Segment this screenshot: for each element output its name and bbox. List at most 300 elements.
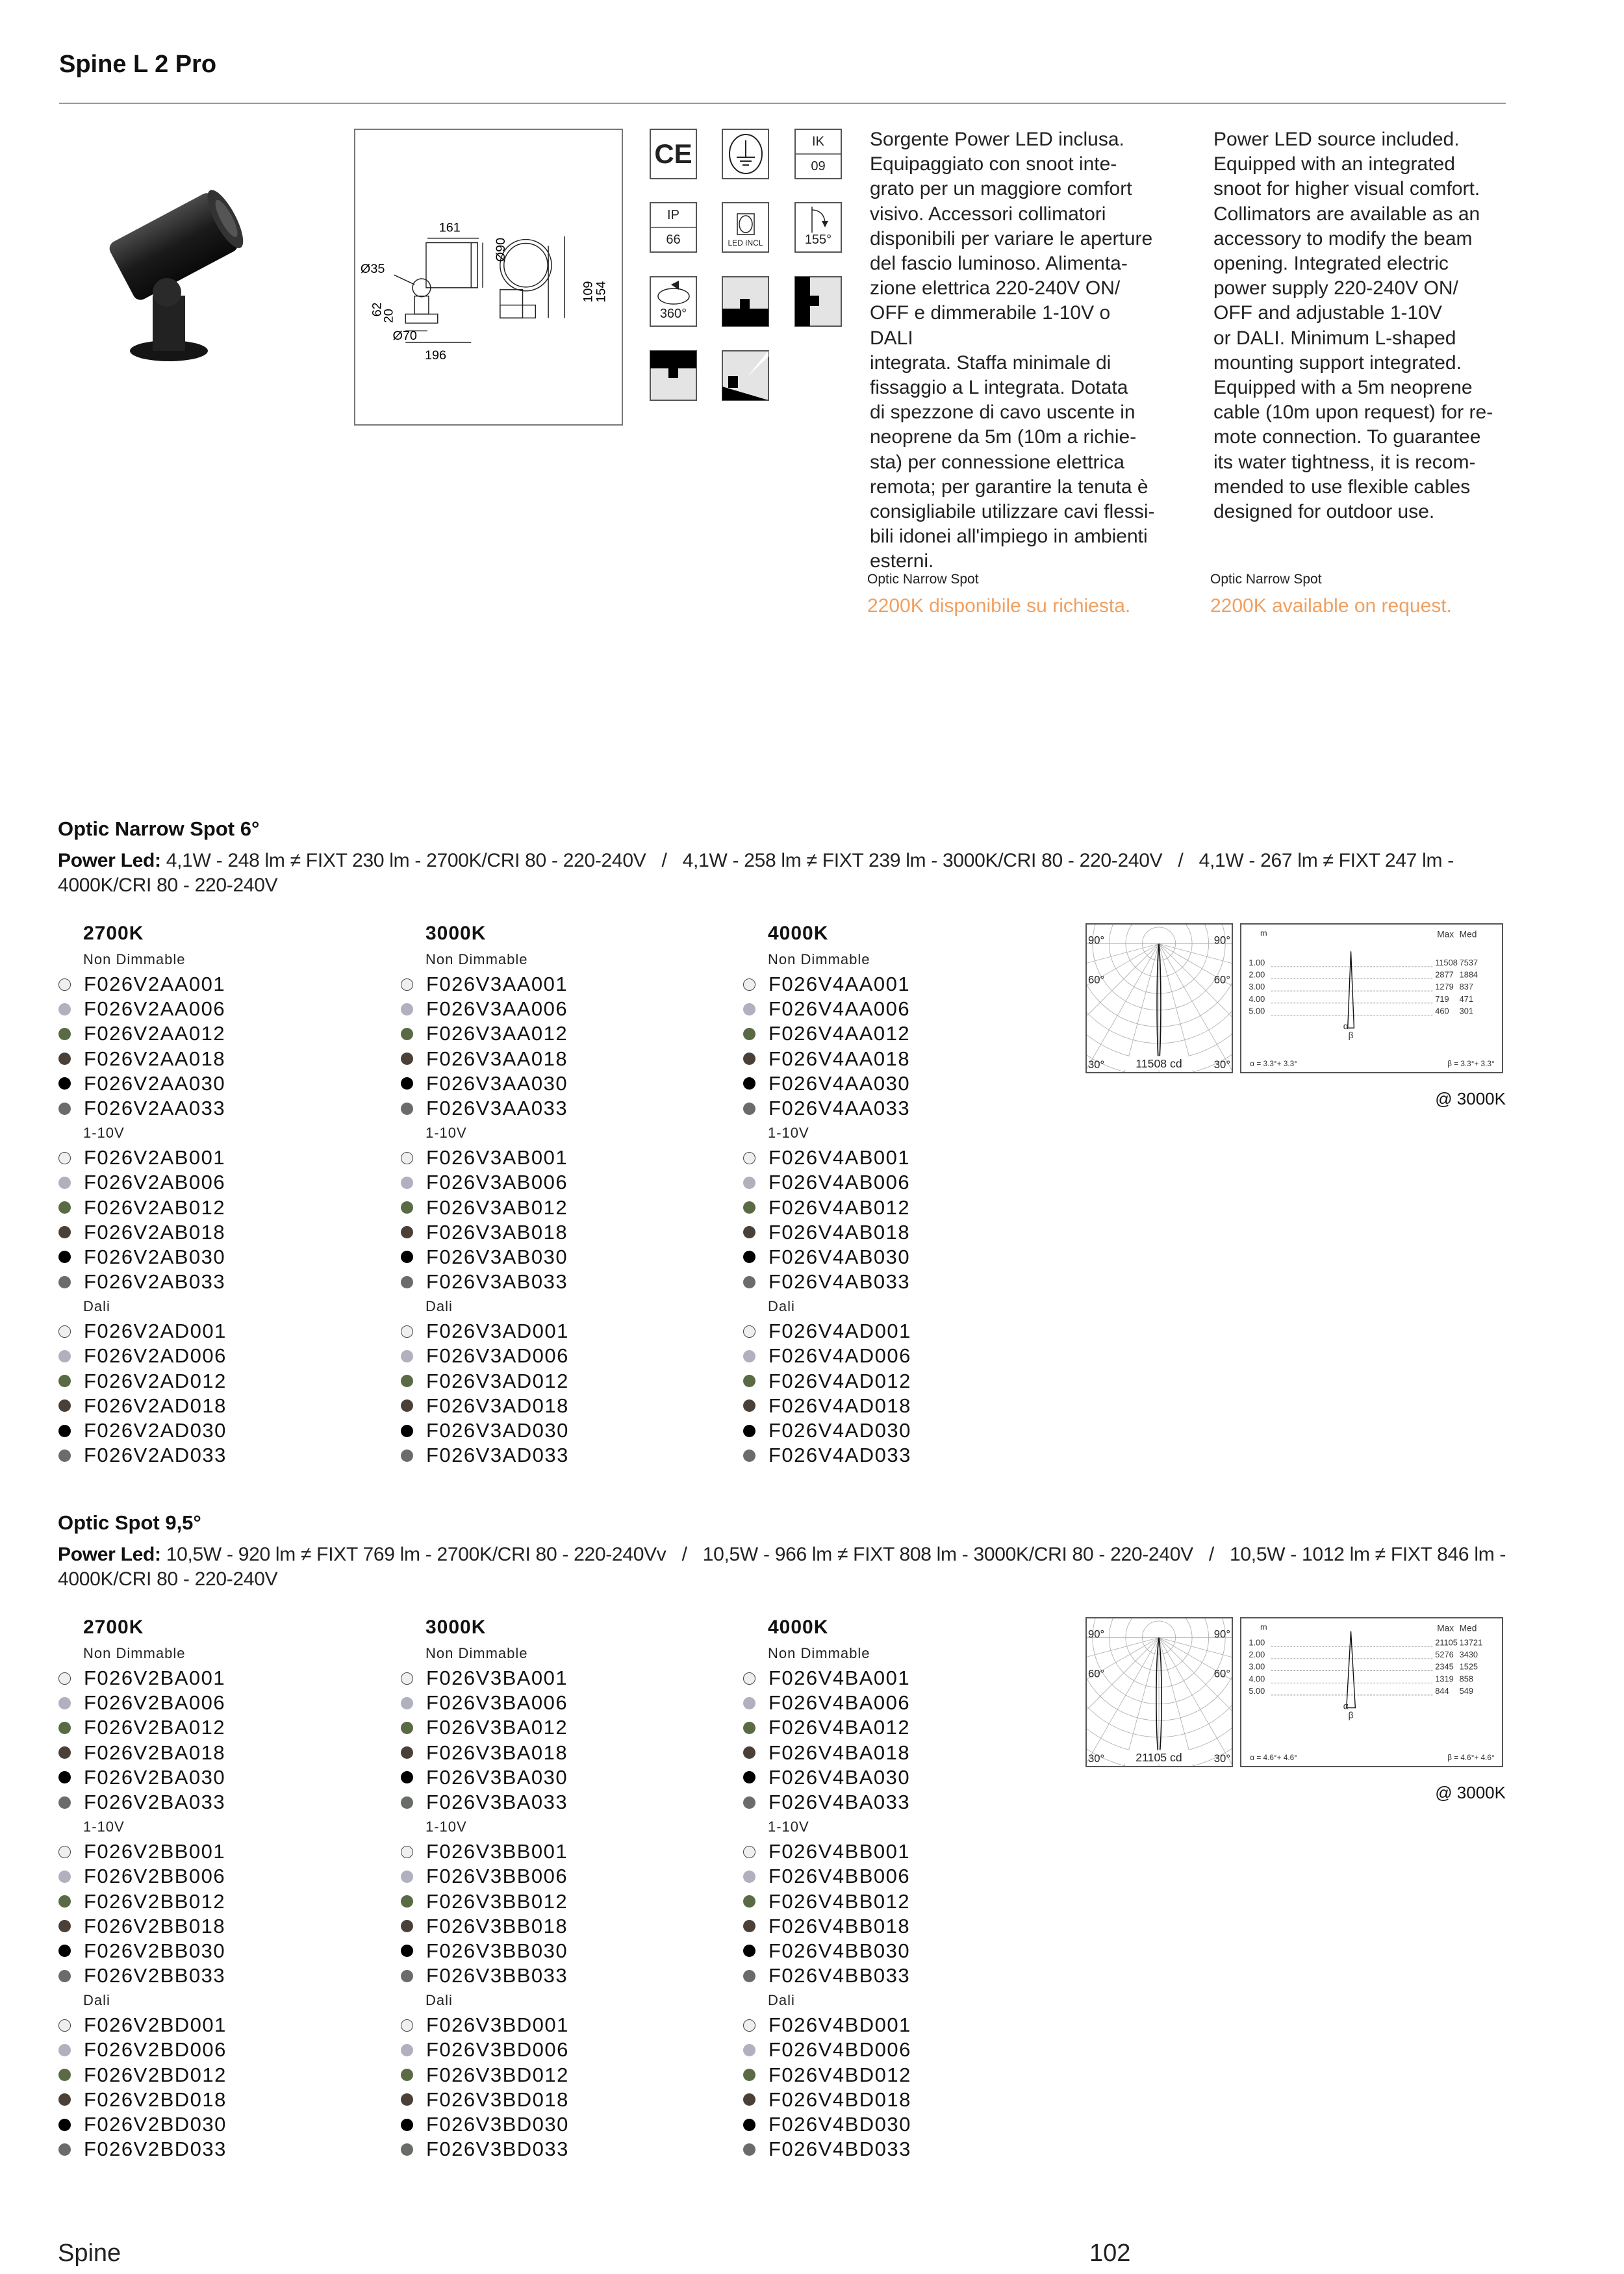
product-code-item — [57, 1418, 382, 1443]
product-code-item — [400, 1319, 724, 1344]
product-code-item — [742, 1939, 1067, 1963]
product-code-item — [742, 1889, 1067, 1914]
ceiling-mount-icon — [650, 350, 697, 401]
distance-value: 4.00 — [1249, 1674, 1265, 1684]
polar-grid-ray — [1159, 944, 1208, 1073]
earth-ground-icon — [722, 129, 769, 179]
cct-column-3000k — [400, 923, 724, 1468]
finish-color-dot — [58, 1251, 71, 1263]
finish-color-dot — [401, 1399, 413, 1412]
finish-color-dot — [401, 1920, 413, 1932]
product-code-item — [400, 1889, 724, 1914]
description-line: integrata. Staffa minimale di — [870, 351, 1111, 374]
finish-color-dot — [401, 1450, 413, 1462]
product-code-item — [57, 1170, 382, 1195]
product-code: F026V3AD018 — [426, 1394, 569, 1417]
product-code-item — [400, 997, 724, 1021]
polar-diagram — [1085, 1617, 1233, 1767]
product-code-item — [57, 1096, 382, 1121]
polar-angle-label: 60° — [1213, 1667, 1231, 1680]
product-code: F026V4BA012 — [768, 1716, 911, 1739]
polar-grid-ray — [1110, 1638, 1159, 1767]
description-line: designed for outdoor use. — [1213, 501, 1435, 523]
cct-heading: 3000K — [425, 1616, 487, 1638]
product-code-item — [742, 997, 1067, 1021]
polar-diagram — [1085, 923, 1233, 1073]
power-led-label: Power Led: — [58, 1544, 161, 1565]
polar-grid-ring — [1085, 923, 1233, 1027]
description-line: Equipped with an integrated — [1213, 153, 1455, 175]
description-line: Sorgente Power LED inclusa. — [870, 129, 1124, 150]
med-header: Med — [1459, 1623, 1477, 1633]
distance-header: m — [1260, 928, 1267, 938]
product-code-item — [400, 1071, 724, 1096]
product-code: F026V4AD018 — [768, 1394, 911, 1417]
product-code-item — [400, 1839, 724, 1864]
finish-color-dot — [401, 1697, 413, 1709]
optic-section — [0, 817, 1624, 1506]
product-code-item — [57, 1889, 382, 1914]
polar-angle-label: 90° — [1087, 1628, 1105, 1641]
product-code-item — [57, 1666, 382, 1691]
finish-color-dot — [58, 1325, 71, 1338]
finish-color-dot — [401, 1895, 413, 1908]
product-code: F026V2AA012 — [84, 1022, 226, 1045]
polar-grid-ray — [1159, 1638, 1208, 1767]
finish-color-dot — [401, 1028, 413, 1040]
product-code-item — [742, 2013, 1067, 2038]
dim-total-length: 196 — [424, 348, 446, 363]
finish-color-dot — [743, 1251, 755, 1263]
description-line: Power LED source included. — [1213, 129, 1460, 150]
finish-color-dot — [401, 1201, 413, 1214]
product-code: F026V3BD001 — [426, 2013, 569, 2037]
product-code-item — [742, 1691, 1067, 1715]
product-code-item — [742, 1963, 1067, 1988]
product-code: F026V4BB018 — [768, 1914, 911, 1937]
finish-color-dot — [743, 1003, 755, 1016]
rotation-icon — [650, 276, 697, 327]
product-code: F026V3AB006 — [426, 1171, 568, 1194]
product-code-item — [400, 1270, 724, 1294]
product-code: F026V4AA006 — [768, 997, 911, 1021]
dimming-group-label: Dali — [425, 1298, 453, 1315]
description-line: consigliabile utilizzare cavi flessi- — [870, 501, 1155, 523]
product-code: F026V2AB006 — [84, 1171, 226, 1194]
product-code: F026V2AA033 — [84, 1096, 226, 1119]
product-code-item — [400, 1369, 724, 1394]
product-code-item — [400, 1145, 724, 1170]
product-code: F026V4BD033 — [768, 2138, 911, 2161]
description-line: bili idonei all'impiego in ambienti — [870, 526, 1148, 548]
product-code: F026V2AB030 — [84, 1245, 226, 1268]
dim-base-diameter: Ø70 — [392, 329, 417, 344]
finish-color-dot — [401, 1672, 413, 1685]
product-code: F026V2AA018 — [84, 1047, 226, 1070]
description-line: its water tightness, it is recom- — [1213, 451, 1476, 473]
finish-color-dot — [743, 1077, 755, 1090]
product-code-item — [742, 1715, 1067, 1740]
product-code: F026V2BB001 — [84, 1840, 226, 1863]
finish-color-dot — [743, 2069, 755, 2081]
product-code-item — [57, 1914, 382, 1939]
ip-rating-icon — [650, 202, 697, 253]
description-line: OFF and adjustable 1-10V — [1213, 302, 1442, 324]
polar-angle-label: 30° — [1087, 1058, 1105, 1071]
product-code-item — [400, 1864, 724, 1889]
page-number: 102 — [1089, 2240, 1131, 2267]
description-line: or DALI. Minimum L-shaped — [1213, 327, 1456, 349]
finish-color-dot — [401, 1251, 413, 1263]
product-code-item — [742, 1443, 1067, 1468]
max-lux-value: 844 — [1435, 1685, 1449, 1696]
dim-length: 161 — [438, 220, 461, 235]
finish-color-dot — [743, 1895, 755, 1908]
product-code: F026V4AD001 — [768, 1320, 911, 1343]
finish-color-dot — [58, 1276, 71, 1288]
finish-color-dot — [58, 978, 71, 991]
max-lux-value: 719 — [1435, 993, 1449, 1004]
product-code-item — [400, 1344, 724, 1368]
distance-value: 1.00 — [1249, 957, 1265, 967]
product-code-item — [400, 1914, 724, 1939]
product-code-item — [57, 1344, 382, 1368]
cct-column-3000k — [400, 1616, 724, 2162]
alpha-angle: α = 4.6°+ 4.6° — [1250, 1754, 1297, 1763]
finish-color-dot — [58, 1152, 71, 1164]
med-lux-value: 837 — [1459, 982, 1473, 992]
finish-color-dot — [58, 2093, 71, 2106]
polar-grid-ray — [1159, 1638, 1233, 1733]
product-code-item — [57, 1394, 382, 1418]
finish-color-dot — [58, 1895, 71, 1908]
distance-value: 2.00 — [1249, 969, 1265, 980]
product-code-item — [742, 1319, 1067, 1344]
finish-color-dot — [58, 1871, 71, 1883]
product-code-item — [400, 1394, 724, 1418]
polar-angle-label: 60° — [1087, 1667, 1105, 1680]
finish-color-dot — [58, 1672, 71, 1685]
product-code-item — [400, 1715, 724, 1740]
product-code: F026V3AB001 — [426, 1146, 568, 1169]
product-code: F026V3AB033 — [426, 1270, 568, 1294]
description-line: fissaggio a L integrata. Dotata — [870, 377, 1128, 399]
product-code-item — [57, 1071, 382, 1096]
finish-color-dot — [58, 1077, 71, 1090]
product-code-item — [400, 1220, 724, 1245]
med-lux-value: 301 — [1459, 1006, 1473, 1016]
product-code: F026V4AB012 — [768, 1195, 911, 1219]
product-code-item — [400, 2038, 724, 2062]
finish-color-dot — [401, 1325, 413, 1338]
finish-color-dot — [401, 1746, 413, 1759]
dimming-group-label: Dali — [83, 1298, 110, 1315]
description-line: di spezzone di cavo uscente in — [870, 402, 1136, 424]
finish-color-dot — [401, 1796, 413, 1809]
max-lux-value: 2345 — [1435, 1661, 1454, 1672]
product-code-item — [742, 1145, 1067, 1170]
product-code: F026V2AD006 — [84, 1344, 227, 1368]
dimming-group-label: Dali — [768, 1298, 795, 1315]
tilt-label: 155° — [804, 233, 832, 247]
dimming-group-label: 1-10V — [83, 1125, 125, 1142]
product-code: F026V4AA033 — [768, 1096, 911, 1119]
finish-color-dot — [743, 2044, 755, 2056]
max-header: Max — [1437, 1623, 1454, 1633]
svg-text:β: β — [1348, 1030, 1354, 1040]
finish-color-dot — [58, 1350, 71, 1362]
product-code: F026V3AB012 — [426, 1195, 568, 1219]
product-code: F026V3BD033 — [426, 2138, 569, 2161]
product-code: F026V4AA012 — [768, 1022, 911, 1045]
dimming-group-label: 1-10V — [768, 1125, 809, 1142]
distance-value: 1.00 — [1249, 1637, 1265, 1648]
product-code: F026V3AA030 — [426, 1071, 568, 1095]
finish-color-dot — [743, 1796, 755, 1809]
product-code: F026V4AB033 — [768, 1270, 911, 1294]
product-code: F026V4BD030 — [768, 2113, 911, 2136]
finish-color-dot — [401, 2093, 413, 2106]
product-code-item — [57, 1021, 382, 1046]
med-lux-value: 3430 — [1459, 1649, 1478, 1659]
max-lux-value: 1319 — [1435, 1674, 1454, 1684]
finish-color-dot — [401, 1276, 413, 1288]
dimming-group-label: Dali — [83, 1992, 110, 2009]
dimming-group-label: Dali — [425, 1992, 453, 2009]
finish-color-dot — [743, 1425, 755, 1437]
product-code: F026V4BB033 — [768, 1964, 911, 1987]
dimming-group-label: Non Dimmable — [425, 951, 528, 967]
finish-color-dot — [401, 1722, 413, 1734]
description-line: cable (10m upon request) for re- — [1213, 402, 1493, 424]
product-code-item — [400, 2013, 724, 2038]
product-code: F026V2BD012 — [84, 2063, 227, 2086]
product-code-item — [57, 997, 382, 1021]
distance-value: 5.00 — [1249, 1685, 1265, 1696]
finish-color-dot — [58, 2019, 71, 2032]
measurement-cct-note: @ 3000K — [1435, 1783, 1506, 1802]
product-code: F026V4BA006 — [768, 1691, 911, 1715]
product-code-item — [57, 1691, 382, 1715]
finish-color-dot — [743, 1152, 755, 1164]
product-code: F026V3BA018 — [426, 1741, 568, 1764]
finish-color-dot — [743, 1920, 755, 1932]
product-code-item — [57, 1443, 382, 1468]
product-code: F026V3BB001 — [426, 1840, 568, 1863]
product-code: F026V2BD033 — [84, 2138, 227, 2161]
description-line: accessory to modify the beam — [1213, 227, 1473, 249]
slope-mount-icon — [722, 350, 769, 401]
description-line: grato per un maggiore comfort — [870, 178, 1132, 200]
finish-color-dot — [401, 1350, 413, 1362]
product-code: F026V3AD030 — [426, 1419, 569, 1442]
power-led-spec — [58, 1542, 1510, 1592]
dimming-group-label: Non Dimmable — [83, 951, 186, 967]
finish-color-dot — [58, 1226, 71, 1238]
dim-base-height: 62 — [370, 302, 385, 317]
product-code: F026V4BA030 — [768, 1765, 911, 1789]
finish-color-dot — [743, 978, 755, 991]
product-code: F026V3BB033 — [426, 1964, 568, 1987]
product-code: F026V3AD001 — [426, 1320, 569, 1343]
finish-color-dot — [401, 2143, 413, 2156]
product-code: F026V2AD018 — [84, 1394, 227, 1417]
product-code-item — [57, 1765, 382, 1790]
product-code: F026V4AA001 — [768, 973, 911, 995]
description-line: zione elettrica 220-240V ON/ — [870, 277, 1121, 300]
finish-color-dot — [743, 1771, 755, 1783]
cct-heading: 2700K — [83, 923, 144, 944]
finish-color-dot — [401, 1945, 413, 1957]
dimming-group-label: 1-10V — [425, 1125, 467, 1142]
finish-color-dot — [743, 1350, 755, 1362]
page-title: Spine L 2 Pro — [59, 51, 217, 78]
dimming-group-label: Dali — [768, 1992, 795, 2009]
product-code-item — [400, 1418, 724, 1443]
finish-color-dot — [401, 1846, 413, 1858]
finish-color-dot — [58, 1375, 71, 1387]
med-lux-value: 13721 — [1459, 1637, 1483, 1648]
product-code-item — [57, 1741, 382, 1765]
finish-color-dot — [58, 1722, 71, 1734]
product-code-item — [400, 972, 724, 997]
ik-rating-icon — [794, 129, 842, 179]
product-code-item — [57, 1245, 382, 1270]
section-title: Optic Narrow Spot 6° — [58, 817, 260, 840]
polar-grid-ray — [1085, 944, 1159, 1040]
description-line: sta) per connessione elettrica — [870, 451, 1124, 473]
product-code-item — [400, 1047, 724, 1071]
finish-color-dot — [58, 1846, 71, 1858]
polar-angle-label: 30° — [1087, 1752, 1105, 1765]
finish-color-dot — [743, 1672, 755, 1685]
dim-head-diameter: Ø90 — [493, 237, 508, 262]
product-code: F026V3AA018 — [426, 1047, 568, 1070]
polar-angle-label: 90° — [1213, 1628, 1231, 1641]
product-code-item — [400, 1245, 724, 1270]
section-title: Optic Spot 9,5° — [58, 1511, 201, 1534]
polar-angle-label: 90° — [1213, 934, 1231, 947]
illuminance-table — [1240, 923, 1503, 1073]
finish-color-dot — [743, 2119, 755, 2131]
product-code-item — [742, 972, 1067, 997]
distance-value: 2.00 — [1249, 1649, 1265, 1659]
product-code: F026V2BD018 — [84, 2088, 227, 2111]
illuminance-table — [1240, 1617, 1503, 1767]
description-italian — [870, 127, 1156, 574]
product-code: F026V3BB030 — [426, 1939, 568, 1962]
finish-color-dot — [401, 2119, 413, 2131]
product-code-item — [400, 1666, 724, 1691]
svg-text:β: β — [1348, 1710, 1354, 1720]
product-code: F026V4AB006 — [768, 1171, 911, 1194]
distance-value: 4.00 — [1249, 993, 1265, 1004]
finish-color-dot — [401, 1152, 413, 1164]
polar-grid-ray — [1159, 944, 1233, 1040]
max-lux-value: 21105 — [1435, 1637, 1458, 1648]
product-code-item — [742, 1170, 1067, 1195]
med-lux-value: 549 — [1459, 1685, 1473, 1696]
ce-mark-icon — [650, 129, 697, 179]
product-code-item — [400, 1021, 724, 1046]
product-code: F026V4BD012 — [768, 2063, 911, 2086]
rotate-label: 360° — [659, 307, 687, 321]
optic-section — [0, 1511, 1624, 2200]
med-lux-value: 1884 — [1459, 969, 1478, 980]
description-line: snoot for higher visual comfort. — [1213, 178, 1480, 200]
product-code-item — [742, 1790, 1067, 1815]
peak-intensity-label: 21105 cd — [1136, 1751, 1182, 1765]
alpha-angle: α = 3.3°+ 3.3° — [1250, 1060, 1297, 1069]
product-code: F026V2AD033 — [84, 1444, 227, 1467]
finish-color-dot — [401, 2069, 413, 2081]
finish-color-dot — [743, 1697, 755, 1709]
product-code: F026V2BA006 — [84, 1691, 226, 1715]
product-code-item — [400, 1096, 724, 1121]
finish-color-dot — [58, 1771, 71, 1783]
ik-label: IK — [796, 130, 841, 155]
dimming-group-label: Non Dimmable — [768, 1645, 870, 1661]
product-code-item — [742, 1096, 1067, 1121]
ik-value: 09 — [811, 159, 826, 173]
max-lux-value: 2877 — [1435, 969, 1454, 980]
product-code: F026V3BA033 — [426, 1790, 568, 1813]
product-code: F026V2BA001 — [84, 1667, 226, 1689]
product-code: F026V3AA006 — [426, 997, 568, 1021]
product-code-item — [400, 2112, 724, 2137]
finish-color-dot — [743, 1053, 755, 1065]
product-code: F026V2BB030 — [84, 1939, 226, 1962]
description-line: visivo. Accessori collimatori — [870, 203, 1106, 225]
dimming-group-label: Non Dimmable — [768, 951, 870, 967]
finish-color-dot — [743, 1970, 755, 1982]
cct-column-4000k — [742, 1616, 1067, 2162]
product-code: F026V2BD006 — [84, 2038, 227, 2062]
dimming-group-label: 1-10V — [83, 1819, 125, 1835]
product-code: F026V4AD030 — [768, 1419, 911, 1442]
description-line: opening. Integrated electric — [1213, 253, 1449, 275]
product-code: F026V3AD033 — [426, 1444, 569, 1467]
product-code-item — [57, 1145, 382, 1170]
finish-color-dot — [743, 2093, 755, 2106]
product-code: F026V4BB001 — [768, 1840, 911, 1863]
dim-joint-diameter: Ø35 — [360, 262, 385, 277]
product-code: F026V3AA012 — [426, 1022, 568, 1045]
product-code-item — [742, 1369, 1067, 1394]
product-code: F026V3BB012 — [426, 1889, 568, 1913]
floor-mount-icon — [722, 276, 769, 327]
polar-grid-ring — [1085, 1617, 1233, 1720]
product-code-item — [57, 1270, 382, 1294]
distance-value: 5.00 — [1249, 1006, 1265, 1016]
product-code-item — [57, 1715, 382, 1740]
finish-color-dot — [58, 2069, 71, 2081]
dim-plate-height: 20 — [381, 309, 396, 324]
finish-color-dot — [58, 1103, 71, 1115]
optic-note-it: 2200K disponibile su richiesta. — [867, 595, 1131, 617]
product-code: F026V2AA006 — [84, 997, 226, 1021]
product-code: F026V2AA030 — [84, 1071, 226, 1095]
description-line: Equipped with a 5m neoprene — [1213, 377, 1473, 399]
description-line: neoprene da 5m (10m a richie- — [870, 426, 1137, 448]
product-code: F026V2BA012 — [84, 1716, 226, 1739]
product-code-item — [57, 1963, 382, 1988]
finish-color-dot — [58, 2044, 71, 2056]
dimming-group-label: Non Dimmable — [425, 1645, 528, 1661]
beta-angle: β = 3.3°+ 3.3° — [1447, 1060, 1495, 1069]
finish-color-dot — [401, 1077, 413, 1090]
finish-color-dot — [58, 2143, 71, 2156]
